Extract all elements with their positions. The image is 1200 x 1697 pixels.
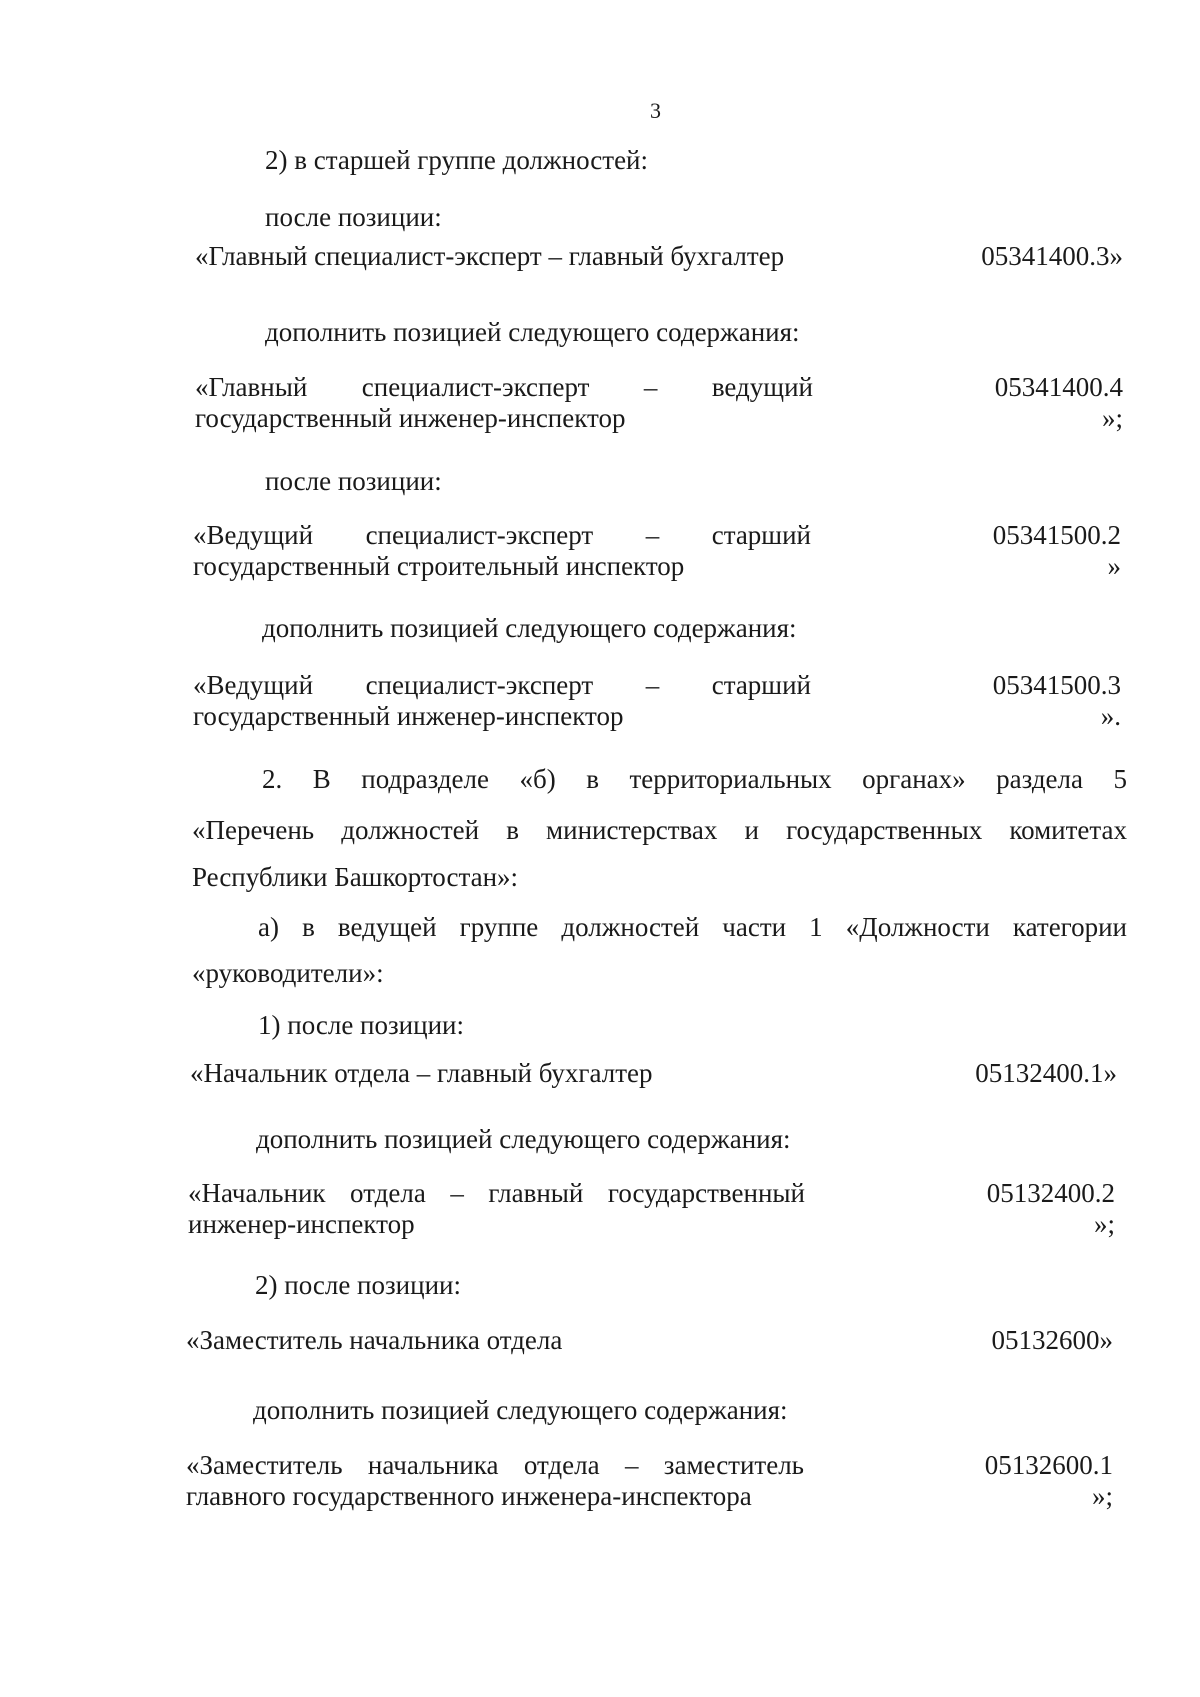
paragraph-2-line-2: «Перечень должностей в министерствах и государственных комитетах	[192, 815, 1127, 845]
after-position-label: 2) после позиции:	[255, 1270, 461, 1300]
position-name: «Ведущий специалист-эксперт – старший государственный инженер-инспектор	[193, 670, 811, 731]
after-position-label: 1) после позиции:	[258, 1010, 464, 1040]
supplement-label: дополнить позицией следующего содержания:	[253, 1395, 788, 1425]
position-code: 05341400.3»	[981, 241, 1123, 271]
subsection-a-line-2: «руководители»:	[192, 958, 384, 988]
subsection-a-line-1: а) в ведущей группе должностей части 1 «Должности категории	[258, 912, 1127, 942]
position-code: 05132600.1 »;	[984, 1450, 1113, 1511]
paragraph-2-line-3: Республики Башкортостан»:	[192, 862, 519, 892]
position-name: «Начальник отдела – главный бухгалтер	[190, 1058, 653, 1088]
position-code: 05132400.2 »;	[986, 1178, 1115, 1239]
supplement-label: дополнить позицией следующего содержания:	[256, 1124, 791, 1154]
position-code: 05341500.2 »	[992, 520, 1121, 581]
position-code: 05132600»	[991, 1325, 1113, 1355]
position-name: «Главный специалист-эксперт – главный бухгалтер	[195, 241, 785, 271]
position-code: 05341500.3 ».	[992, 670, 1121, 731]
position-name: «Заместитель начальника отдела	[186, 1325, 563, 1355]
position-name: «Начальник отдела – главный государственный инженер-инспектор	[188, 1178, 805, 1239]
position-name: «Ведущий специалист-эксперт – старший государственный строительный инспектор	[193, 520, 811, 581]
paragraph-2-line-1: 2. В подразделе «б) в территориальных органах» раздела 5	[262, 764, 1127, 794]
position-name: «Главный специалист-эксперт – ведущий государственный инженер-инспектор	[195, 372, 813, 433]
position-name: «Заместитель начальника отдела – заместитель главного государственного инженера-инспектора	[186, 1450, 804, 1511]
list-item-senior-group: 2) в старшей группе должностей:	[265, 145, 649, 175]
after-position-label: после позиции:	[265, 202, 442, 232]
after-position-label: после позиции:	[265, 466, 442, 496]
position-code: 05341400.4 »;	[994, 372, 1123, 433]
supplement-label: дополнить позицией следующего содержания:	[262, 613, 797, 643]
page-number: 3	[650, 98, 661, 123]
supplement-label: дополнить позицией следующего содержания:	[265, 317, 800, 347]
position-code: 05132400.1»	[975, 1058, 1117, 1088]
